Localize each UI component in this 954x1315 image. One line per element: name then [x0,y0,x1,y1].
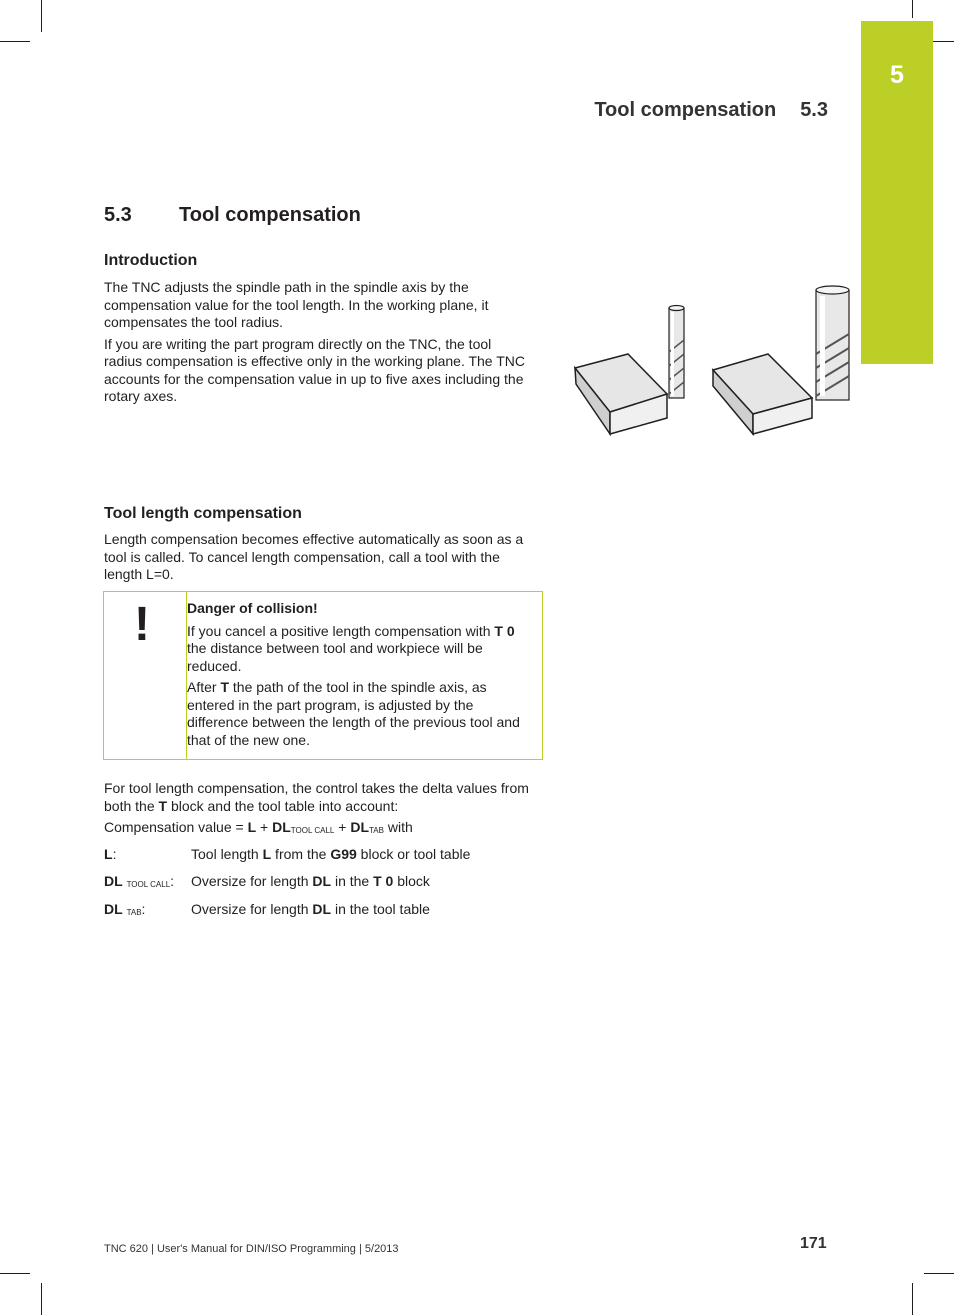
formula-plus: + [256,819,273,835]
introduction-paragraph-1: The TNC adjusts the spindle path in the spindle axis by the compensation value for the tool length. In the working plane, it compensates the tool radius. [104,279,489,330]
desc-text: in the tool table [331,901,430,917]
desc-code: DL [312,872,332,889]
definition-row [104,873,536,893]
introduction-text [104,279,529,406]
formula [104,819,529,839]
delta-text [104,780,529,839]
running-head-title: Tool compensation [594,99,777,121]
term-symbol: DL [104,872,123,889]
desc-code: DL [312,901,332,917]
exclamation-icon: ! [134,598,150,651]
term-subscript: TAB [126,908,142,917]
desc-text: Oversize for length [191,901,313,917]
term-symbol: L [104,846,113,862]
formula-l: L [247,819,257,835]
crop-mark [0,41,30,42]
formula-subscript: TAB [369,826,384,835]
definition-description [191,901,430,921]
introduction-paragraph-2: If you are writing the part program directly on the TNC, the tool radius compensation is effective only in the working plane. The TNC accounts for the compensation value in up to five axes including the rotary axes. [104,335,526,404]
formula-subscript: TOOL CALL [290,826,335,835]
page-number: 171 [800,1235,827,1252]
delta-text-start: For tool length compensation, the control takes the delta values from both the [104,780,529,814]
crop-mark [912,0,913,18]
warning-text [187,600,527,753]
page-footer: TNC 620 | User's Manual for DIN/ISO Programming | 5/2013 [104,1243,399,1255]
definition-description [191,846,470,864]
definition-term [104,846,191,864]
crop-mark [924,1273,954,1274]
definition-term [104,901,191,921]
formula-plus: + [334,819,351,835]
warning-p2-text: After [187,679,221,695]
term-symbol: DL [104,901,123,917]
warning-p2-code: T [220,679,230,695]
chapter-number: 5 [890,61,904,89]
warning-p2-text-end: the path of the tool in the spindle axis, as entered in the part program, is adjusted by the difference between the length of the previous tool and that of the new one. [187,679,520,748]
workpiece-block-left [575,354,667,434]
tool-length-text [104,531,536,584]
running-head [594,99,828,122]
warning-title: Danger of collision! [187,600,318,616]
warning-p1-code: T 0 [494,622,515,639]
definition-row [104,846,536,864]
desc-code: T 0 [373,872,394,889]
crop-mark [0,1273,30,1274]
section-heading [104,204,361,227]
warning-box [103,591,543,760]
desc-code: G99 [330,846,357,862]
warning-p1-text: If you cancel a positive length compensation with [187,622,495,639]
desc-text: Oversize for length [191,872,313,889]
term-colon: : [112,846,117,862]
introduction-heading: Introduction [104,252,198,269]
definition-row [104,901,536,921]
end-mill-long [816,286,849,400]
formula-with: with [383,819,413,835]
term-colon: : [141,901,146,917]
tool-length-paragraph: Length compensation becomes effective automatically as soon as a tool is called. To cancel length compensation, call a tool with the length L=0. [104,531,524,582]
warning-paragraph-2 [187,679,527,749]
desc-text: from the [271,846,331,862]
tool-length-heading: Tool length compensation [104,505,302,522]
delta-text-end: block and the tool table into account: [167,797,399,814]
warning-paragraph-1 [187,623,527,676]
desc-text: block [393,872,430,889]
section-title: Tool compensation [179,204,361,226]
delta-paragraph [104,780,529,815]
running-head-number: 5.3 [800,99,828,121]
term-colon: : [170,872,175,889]
crop-mark [41,1283,42,1315]
workpiece-block-right [713,354,812,434]
desc-text: in the [331,872,374,889]
term-subscript: TOOL CALL [126,879,171,889]
definitions-list [104,846,536,930]
end-mill-short [669,306,684,399]
definition-description [191,873,430,893]
desc-text: block or tool table [356,846,471,862]
chapter-tab [861,21,933,364]
desc-code: L [262,846,272,862]
warning-p1-text-end: the distance between tool and workpiece will be reduced. [187,640,483,674]
crop-mark [912,1283,913,1315]
section-number: 5.3 [104,204,132,226]
tool-compensation-illustration [570,282,855,440]
definition-term [104,873,191,893]
crop-mark [41,0,42,32]
desc-text: Tool length [191,846,263,862]
formula-dl: DL [350,819,370,835]
formula-label: Compensation value = [104,819,248,835]
delta-code: T [158,797,168,814]
formula-dl: DL [272,819,291,835]
